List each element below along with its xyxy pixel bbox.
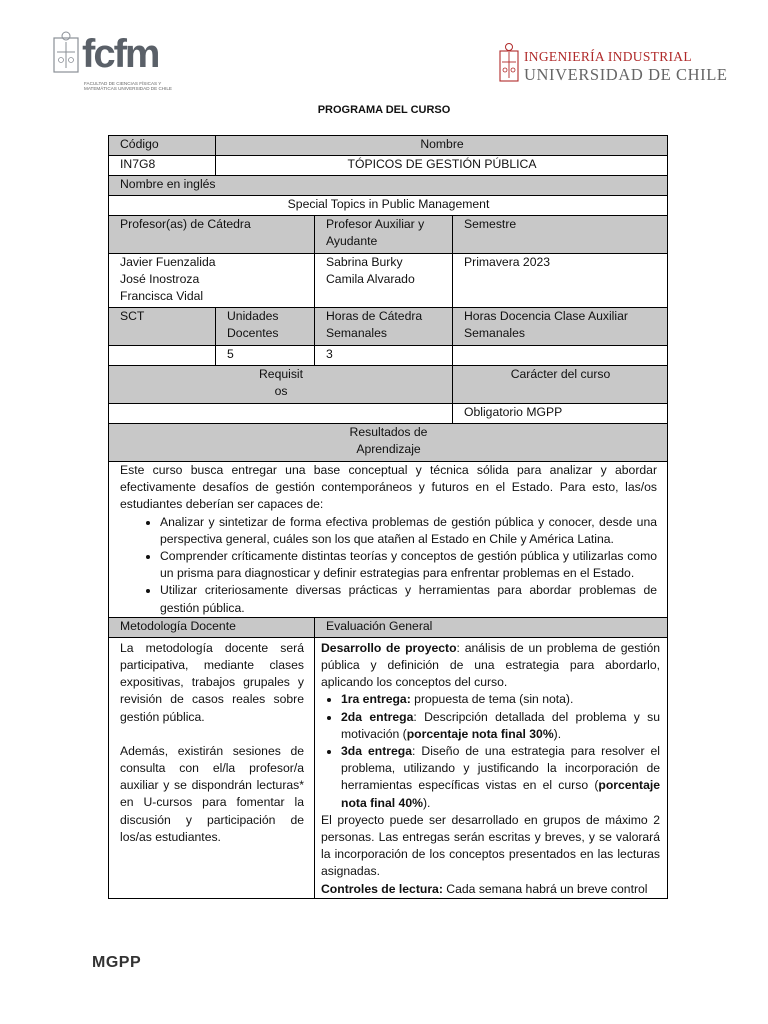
horas-catedra-label: Horas de Cátedra Semanales	[315, 308, 453, 346]
list-item	[341, 691, 660, 708]
university-crest-icon	[498, 42, 520, 84]
resultados-content	[109, 462, 668, 618]
entrega-percentage: porcentaje nota final 30%	[406, 726, 554, 741]
caracter-label: Carácter del curso	[453, 366, 668, 404]
entrega-label: 1ra entrega:	[341, 692, 411, 707]
requisitos-label-line: Requisit	[258, 367, 304, 381]
university-crest-icon	[52, 30, 80, 76]
entrega-text: : Descripción detallada del problema y su motivación (	[341, 709, 661, 741]
nombre-value: TÓPICOS DE GESTIÓN PÚBLICA	[216, 156, 668, 176]
entrega-text: propuesta de tema (sin nota).	[410, 692, 574, 707]
requisitos-label	[109, 366, 453, 404]
profesor-name: José Inostroza	[120, 272, 200, 287]
evaluacion-proyecto	[321, 640, 660, 692]
metodologia-content	[109, 637, 315, 898]
fcfm-logo	[52, 26, 182, 104]
unidades-docentes-value: 5	[216, 346, 315, 366]
requisitos-label-line: os	[274, 384, 288, 399]
resultados-list	[120, 514, 657, 617]
nombre-label: Nombre	[216, 136, 668, 156]
nombre-ingles-value: Special Topics in Public Management	[109, 196, 668, 216]
list-item	[341, 709, 660, 743]
entregas-list	[321, 691, 660, 811]
semestre-value: Primavera 2023	[453, 254, 668, 308]
auxiliar-name: Camila Alvarado	[326, 272, 415, 287]
profesores-list	[109, 254, 315, 308]
list-item: • Utilizar criteriosamente diversas prácticas y herramientas para abordar problemas de gestión pública.	[160, 582, 657, 616]
profesor-name: Francisca Vidal	[120, 289, 204, 304]
entrega-percentage: porcentaje nota final 40%	[341, 778, 661, 810]
list-item	[341, 743, 660, 812]
profesor-name: Javier Fuenzalida	[120, 255, 216, 269]
page-title: PROGRAMA DEL CURSO	[317, 104, 451, 116]
codigo-label: Código	[109, 136, 216, 156]
entrega-text: : Diseño de una estrategia para resolver el problema, utilizando y justificando la incorporación de herramientas específicas vistas en el curso (	[341, 744, 661, 793]
auxiliares-list	[315, 254, 453, 308]
course-program-table	[108, 135, 668, 899]
resultados-intro: Este curso busca entregar una base conceptual y técnica sólida para analizar y abordar efectivamente desafíos de gestión contemporáneos y futuros en el Estado. Para esto, las/os estudiantes deberían ser capaces de:	[120, 463, 658, 512]
fcfm-wordmark: fcfm	[82, 32, 159, 76]
entrega-end: ).	[422, 795, 431, 810]
metodologia-paragraph: Además, existirán sesiones de consulta con el/la profesor/a auxiliar y se dispondrán lecturas* en U-cursos para fomentar la discusión y participación de los/as estudiantes.	[120, 743, 304, 844]
resultados-label	[109, 424, 668, 462]
sct-value	[109, 346, 216, 366]
universidad-de-chile-subtitle: UNIVERSIDAD DE CHILE	[524, 65, 728, 84]
ingenieria-industrial-title: INGENIERÍA INDUSTRIAL	[524, 49, 692, 64]
fcfm-subtitle: FACULTAD DE CIENCIAS FÍSICAS Y MATEMÁTICAS UNIVERSIDAD DE CHILE	[84, 81, 172, 92]
profesor-catedra-label: Profesor(as) de Cátedra	[109, 216, 315, 254]
proyecto-text: : análisis de un problema de gestión pública y definición de una estrategia para abordarlo, aplicando los conceptos del curso.	[321, 640, 661, 690]
controles-text: Cada semana habrá un breve control	[442, 881, 648, 896]
resultados-label-line: Resultados de	[349, 425, 428, 439]
horas-catedra-value: 3	[315, 346, 453, 366]
entrega-end: ).	[553, 726, 562, 741]
evaluacion-label: Evaluación General	[315, 617, 668, 637]
unidades-docentes-label: Unidades Docentes	[216, 308, 315, 346]
proyecto-label: Desarrollo de proyecto	[321, 640, 457, 655]
entrega-label: 2da entrega	[341, 709, 414, 724]
horas-auxiliar-value	[453, 346, 668, 366]
controles-label: Controles de lectura:	[321, 881, 443, 896]
resultados-label-line: Aprendizaje	[356, 442, 421, 457]
evaluacion-grupos: El proyecto puede ser desarrollado en grupos de máximo 2 personas. Las entregas serán escritas y breves, y se valorará la incorporación de los conceptos presentados en las lecturas asignadas.	[321, 812, 661, 879]
caracter-value: Obligatorio MGPP	[453, 404, 668, 424]
evaluacion-controles	[321, 881, 660, 898]
codigo-value: IN7G8	[109, 156, 216, 176]
ingenieria-industrial-logo	[498, 40, 728, 90]
entrega-label: 3da entrega	[341, 744, 413, 759]
list-item: • Comprender críticamente distintas teorías y conceptos de gestión pública y utilizarlas como un prisma para diagnosticar y definir estrategias para enfrentar problemas en el Estado.	[160, 548, 657, 582]
semestre-label: Semestre	[453, 216, 668, 254]
requisitos-value	[109, 404, 453, 424]
evaluacion-content	[315, 637, 668, 898]
footer-mgpp-label: MGPP	[92, 954, 142, 971]
sct-label: SCT	[109, 308, 216, 346]
list-item: • Analizar y sintetizar de forma efectiva problemas de gestión pública y conocer, desde una perspectiva general, cuáles son los que atañen al Estado en Chile y América Latina.	[160, 514, 657, 548]
horas-auxiliar-label: Horas Docencia Clase Auxiliar Semanales	[453, 308, 668, 346]
auxiliar-name: Sabrina Burky	[326, 255, 403, 269]
nombre-ingles-label: Nombre en inglés	[109, 176, 668, 196]
profesor-auxiliar-label: Profesor Auxiliar y Ayudante	[315, 216, 453, 254]
metodologia-label: Metodología Docente	[109, 617, 315, 637]
metodologia-paragraph: La metodología docente será participativa, mediante clases expositivas, trabajos grupales y revisión de casos reales sobre gestión pública.	[120, 640, 304, 724]
